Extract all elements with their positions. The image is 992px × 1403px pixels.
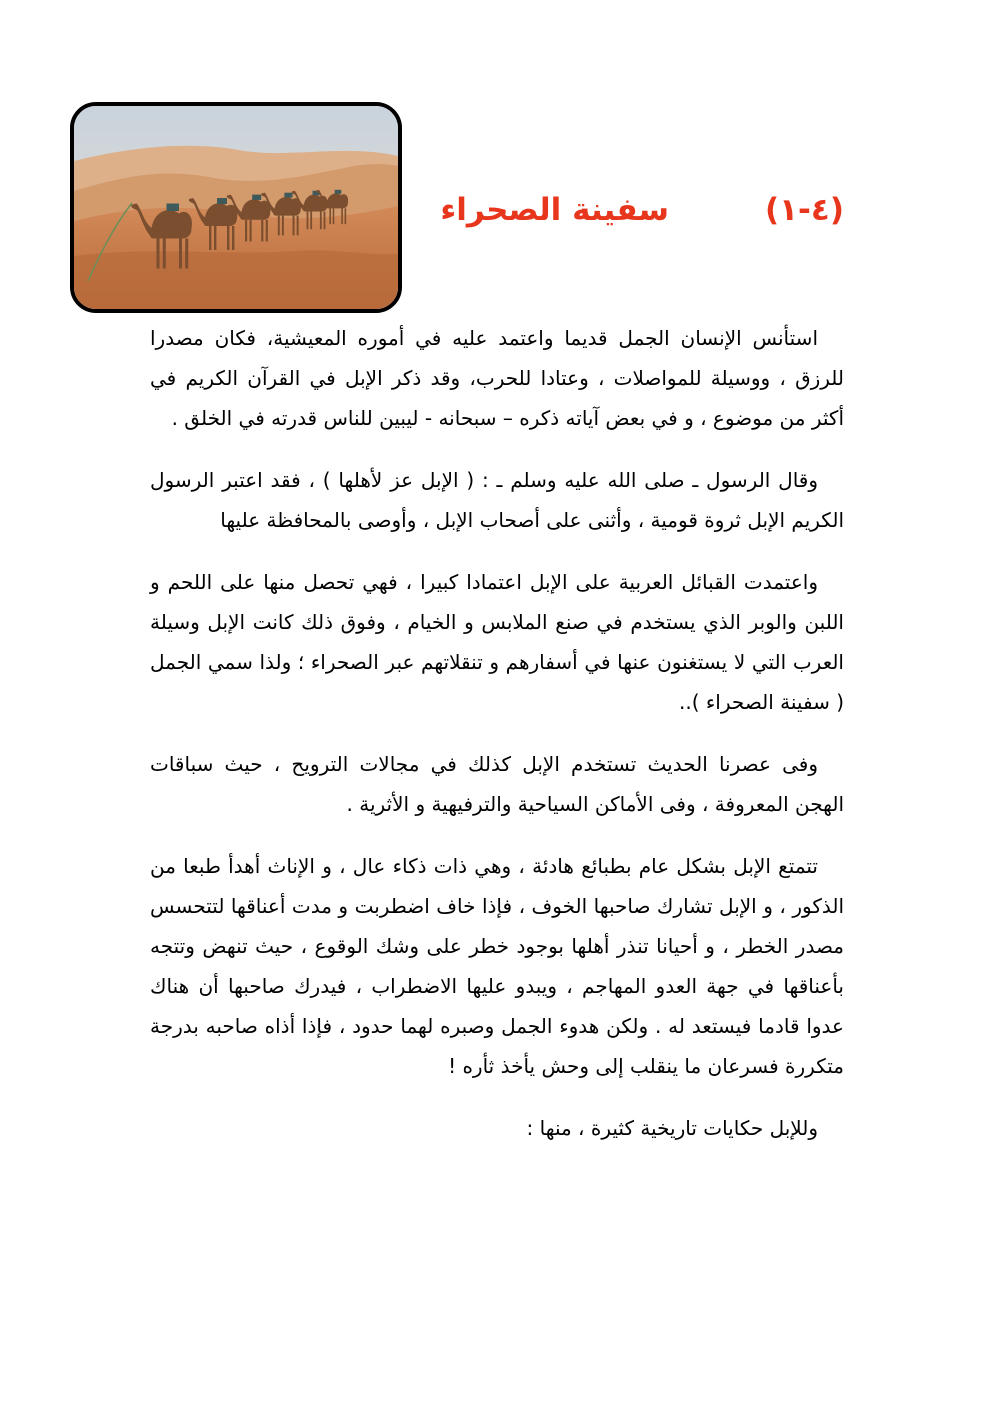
- paragraph-5: تتمتع الإبل بشكل عام بطبائع هادئة ، وهي ذات ذكاء عال ، و الإناث أهدأ طبعا من الذكور ، و الإبل تشارك صاحبها الخوف ، فإذا خاف اضطربت و مدت أعناقها لتتحسس مصدر الخطر ، و أحيانا تنذر أهلها بوجود خطر على وشك الوقوع ، حيث تنهض وتتجه بأعناقها في جهة العدو المهاجم ، ويبدو عليها الاضطراب ، فيدرك صاحبها أن هناك عدوا قادما فيستعد له . ولكن هدوء الجمل وصبره لهما حدود ، فإذا أذاه صاحبه بدرجة متكررة فسرعان ما ينقلب إلى وحش يأخذ ثأره !: [150, 854, 844, 1078]
- paragraph-6: وللإبل حكايات تاريخية كثيرة ، منها :: [526, 1116, 818, 1140]
- section-title: سفينة الصحراء: [440, 192, 669, 228]
- paragraph-2: وقال الرسول ـ صلى الله عليه وسلم ـ : ( الإبل عز لأهلها ) ، فقد اعتبر الرسول الكريم الإبل ثروة قومية ، وأثنى على أصحاب الإبل ، وأوصى بالمحافظة عليها: [150, 468, 844, 532]
- section-number: (٤-١): [764, 192, 844, 228]
- paragraph-1: استأنس الإنسان الجمل قديما واعتمد عليه في أموره المعيشية، فكان مصدرا للرزق ، ووسيلة للمواصلات ، وعتادا للحرب، وقد ذكر الإبل في القرآن الكريم في أكثر من موضوع ، و في بعض آياته ذكره – سبحانه - ليبين للناس قدرته في الخلق .: [150, 326, 844, 430]
- article-body: [150, 318, 844, 1148]
- sand-foreground: [74, 250, 398, 309]
- paragraph-4: وفى عصرنا الحديث تستخدم الإبل كذلك في مجالات الترويح ، حيث سباقات الهجن المعروفة ، وفى الأماكن السياحية والترفيهية و الأثرية .: [150, 752, 844, 816]
- section-heading: [440, 192, 844, 242]
- paragraph-3: واعتمدت القبائل العربية على الإبل اعتمادا كبيرا ، فهي تحصل منها على اللحم و اللبن والوبر الذي يستخدم في صنع الملابس و الخيام ، وفوق ذلك كانت الإبل وسيلة العرب التي لا يستغنون عنها في أسفارهم و تنقلاتهم عبر الصحراء ؛ ولذا سمي الجمل ( سفينة الصحراء )..: [150, 570, 844, 714]
- camel-caravan-photo: [70, 102, 402, 313]
- desert-camels-image: [74, 106, 398, 309]
